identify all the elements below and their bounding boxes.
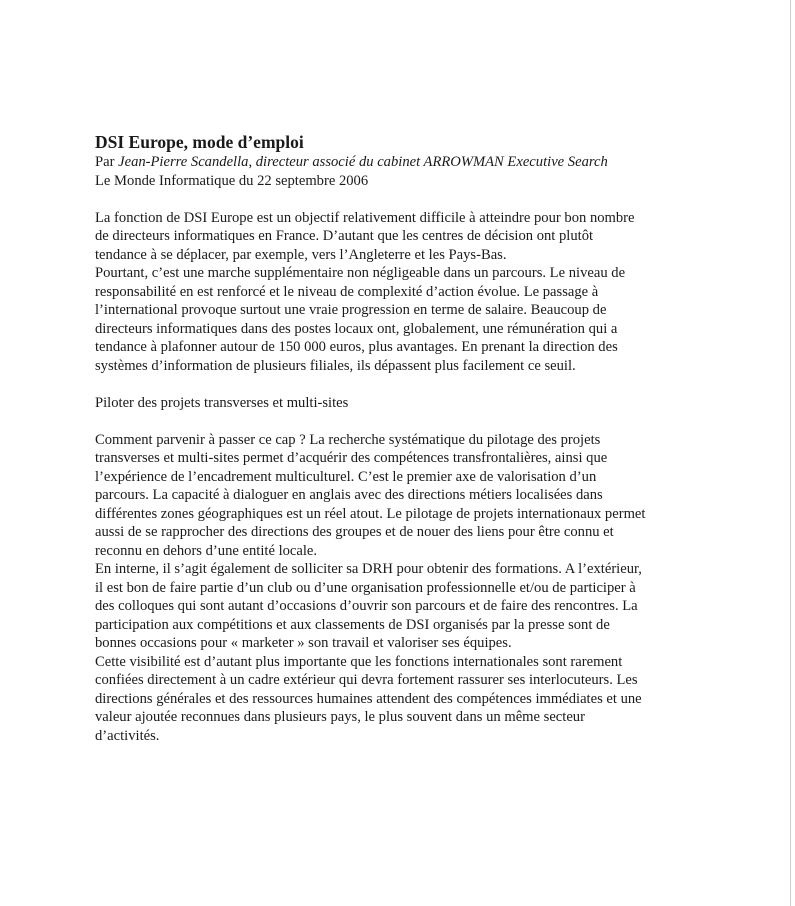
text-line: Cette visibilité est d’autant plus importante que les fonctions internationales sont rarement (95, 653, 623, 670)
text-line: l’international provoque surtout une vraie progression en terme de salaire. Beaucoup de (95, 302, 607, 318)
text-line: de directeurs informatiques en France. D’autant que les centres de décision ont plutôt (95, 228, 594, 244)
text-line: l’expérience de l’encadrement multiculturel. C’est le premier axe de valorisation d’un (95, 468, 597, 485)
article (95, 132, 705, 745)
byline-prefix: Par (95, 154, 119, 170)
text-line: valeur ajoutée reconnues dans plusieurs pays, le plus souvent dans un même secteur (95, 709, 585, 725)
text-line: Comment parvenir à passer ce cap ? La recherche systématique du pilotage des projets (95, 431, 601, 448)
section-subheading: Piloter des projets transverses et multi-sites (95, 394, 349, 411)
spacer (95, 412, 705, 431)
byline-author: Jean-Pierre Scandella, directeur associé du cabinet ARROWMAN Executive Search (118, 154, 608, 170)
text-line: différentes zones géographiques est un réel atout. Le pilotage de projets internationaux permet (95, 505, 646, 522)
text-line: des colloques qui sont autant d’occasions d’ouvrir son parcours et de faire des rencontres. La (95, 598, 638, 614)
article-source: Le Monde Informatique du 22 septembre 2006 (95, 172, 369, 189)
paragraph (95, 653, 705, 746)
text-line: directeurs informatiques dans des postes locaux ont, globalement, une rémunération qui a (95, 320, 618, 337)
text-line: il est bon de faire partie d’un club ou d’une organisation professionnelle et/ou de participer à (95, 579, 636, 596)
section-body (95, 431, 705, 746)
text-line: reconnu en dehors d’une entité locale. (95, 542, 318, 559)
text-line: tendance à plafonner autour de 150 000 euros, plus avantages. En prenant la direction des (95, 339, 618, 355)
text-line: En interne, il s’agit également de solliciter sa DRH pour obtenir des formations. A l’extérieur, (95, 561, 642, 577)
text-line: d’activités. (95, 727, 160, 744)
text-line: directions générales et des ressources humaines attendent des compétences immédiates et une (95, 690, 642, 707)
article-title: DSI Europe, mode d’emploi (95, 132, 304, 152)
text-line: Pourtant, c’est une marche supplémentaire non négligeable dans un parcours. Le niveau de (95, 265, 626, 281)
text-line: parcours. La capacité à dialoguer en anglais avec des directions métiers localisées dans (95, 487, 603, 503)
text-line: tendance à se déplacer, par exemple, vers l’Angleterre et les Pays-Bas. (95, 246, 507, 263)
paragraph (95, 560, 705, 653)
article-byline (95, 153, 705, 172)
text-line: participation aux compétitions et aux classements de DSI organisés par la presse sont de (95, 616, 610, 633)
paragraph (95, 431, 705, 561)
text-line: La fonction de DSI Europe est un objectif relativement difficile à atteindre pour bon nombre (95, 209, 635, 226)
spacer (95, 375, 705, 394)
text-line: bonnes occasions pour « marketer » son travail et valoriser ses équipes. (95, 635, 512, 651)
text-line: aussi de se rapprocher des directions des groupes et de nouer des liens pour être connu et (95, 524, 614, 540)
page-edge-rule (790, 0, 791, 906)
text-line: systèmes d’information de plusieurs filiales, ils dépassent plus facilement ce seuil. (95, 357, 576, 374)
text-line: confiées directement à un cadre extérieur qui devra fortement rassurer ses interlocuteurs. Les (95, 672, 638, 688)
text-line: transverses et multi-sites permet d’acquérir des compétences transfrontalières, ainsi que (95, 450, 608, 466)
section-intro (95, 209, 705, 376)
text-line: responsabilité en est renforcé et le niveau de complexité d’action évolue. Le passage à (95, 283, 599, 300)
paragraph (95, 209, 705, 265)
paragraph (95, 264, 705, 375)
spacer (95, 190, 705, 209)
